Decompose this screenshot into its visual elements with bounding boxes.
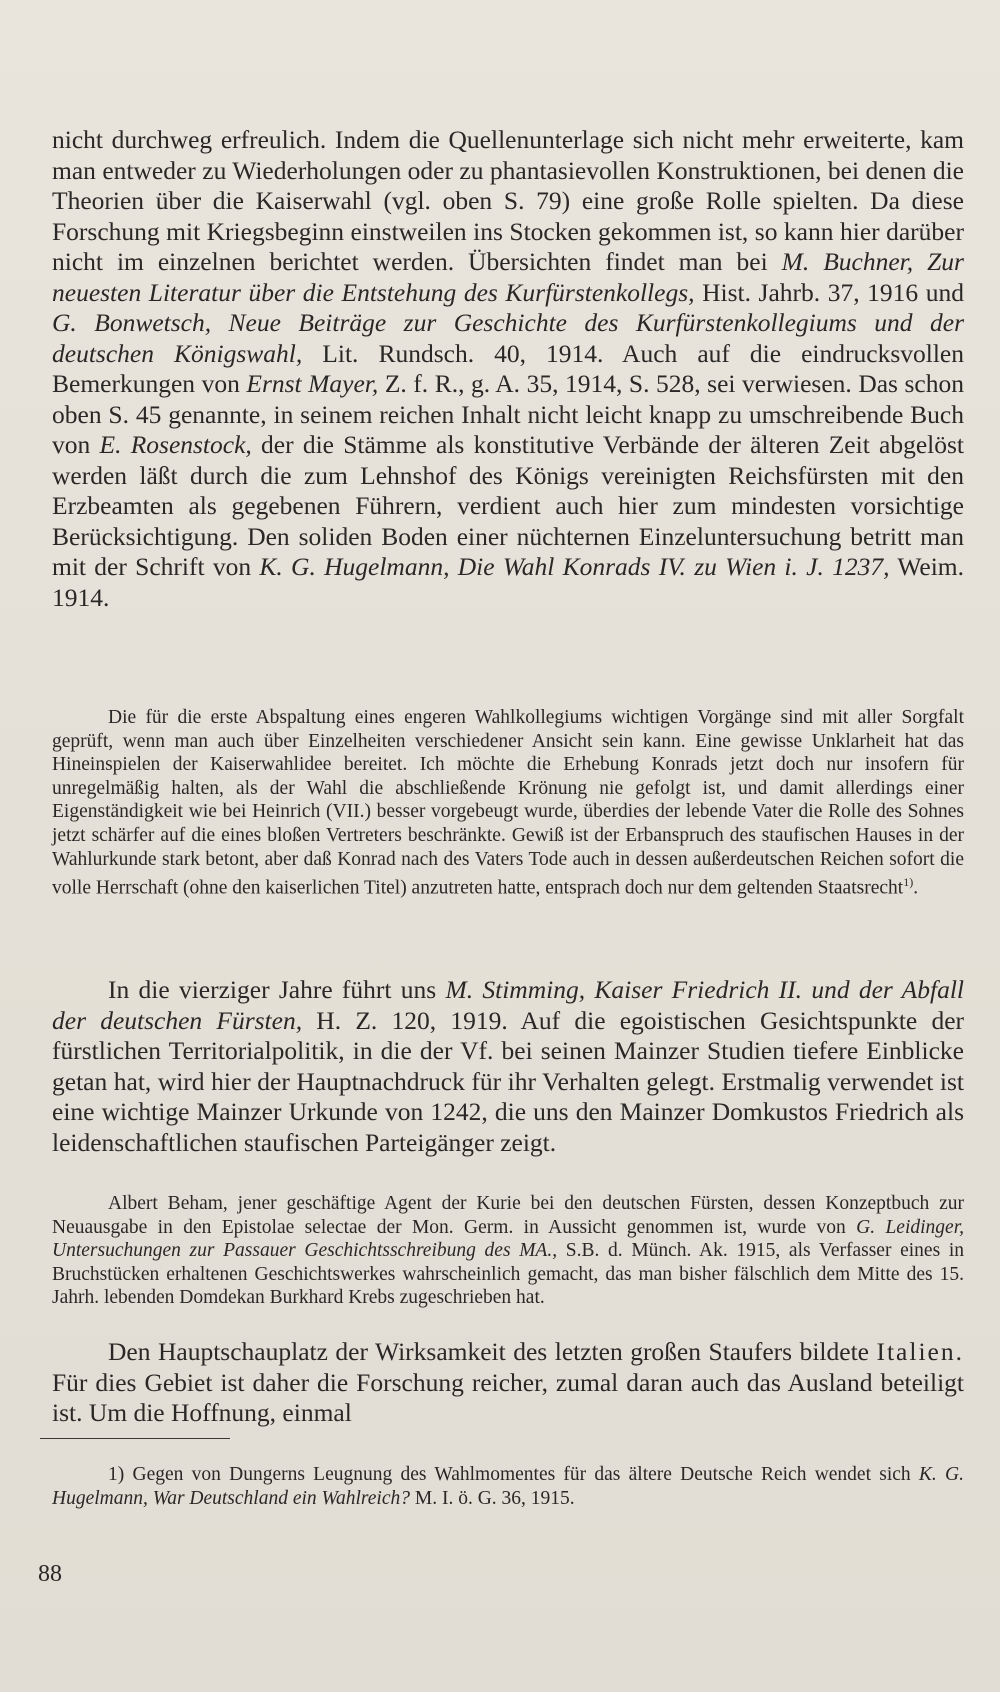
emphasis-italien: Italien. — [876, 1337, 964, 1366]
citation-bonwetsch: G. Bonwetsch, Neue Beiträge zur Geschichte des Kurfürstenkollegiums und der deutschen Königswahl, — [52, 308, 964, 368]
footnote-text: 1) Gegen von Dungerns Leugnung des Wahlmomentes für das ältere Deutsche Reich wendet sich K. G. Hugelmann, War Deutschland ein Wahlreich? M. I. ö. G. 36, 1915. — [52, 1464, 964, 1509]
footnote — [52, 1463, 964, 1510]
body-paragraph-1-text: nicht durchweg erfreulich. Indem die Quellenunterlage sich nicht mehr erweiterte, kam man entweder zu Wiederholungen oder zu phantasievollen Konstruktionen, bei denen die Theorien über die Kaiserwahl (vgl. oben S. 79) eine große Rolle spielten. Da diese Forschung mit Kriegsbeginn einstweilen ins Stocken gekommen ist, so kann hier darüber nicht im einzelnen berichtet werden. Übersichten findet man bei M. Buchner, Zur neuesten Literatur über die Entstehung des Kurfürstenkollegs, Hist. Jahrb. 37, 1916 und G. Bonwetsch, Neue Beiträge zur Geschichte des Kurfürstenkollegiums und der deutschen Königswahl, Lit. Rundsch. 40, 1914. Auch auf die eindrucksvollen Bemerkungen von Ernst Mayer, Z. f. R., g. A. 35, 1914, S. 528, sei verwiesen. Das schon oben S. 45 genannte, in seinem reichen Inhalt nicht leicht knapp zu umschreibende Buch von E. Rosenstock, der die Stämme als konstitutive Verbände der älteren Zeit abgelöst werden läßt durch die zum Lehnshof des Königs vereinigten Reichsfürsten mit den Erzbeamten als gegebenen Führern, verdient auch hier zum mindesten vorsichtige Berücksichtigung. Den soliden Boden einer nüchternen Einzeluntersuchung betritt man mit der Schrift von K. G. Hugelmann, Die Wahl Konrads IV. zu Wien i. J. 1237, Weim. 1914. — [52, 125, 965, 612]
citation-buchner: M. Buchner, Zur neuesten Literatur über die Entstehung des Kurfürstenkollegs, — [52, 247, 964, 307]
citation-hugelmann-wahlreich: K. G. Hugelmann, War Deutschland ein Wahlreich? — [52, 1464, 964, 1509]
body-paragraph-2-text: In die vierziger Jahre führt uns M. Stimming, Kaiser Friedrich II. und der Abfall der deutschen Fürsten, H. Z. 120, 1919. Auf die egoistischen Gesichtspunkte der fürstlichen Territorialpolitik, in die der Vf. bei seinen Mainzer Studien tiefere Einblicke getan hat, wird hier der Hauptnachdruck für ihr Verhalten gelegt. Erstmalig verwendet ist eine wichtige Mainzer Urkunde von 1242, die uns den Mainzer Domkustos Friedrich als leidenschaftlichen staufischen Parteigänger zeigt. — [52, 975, 965, 1157]
page-number: 88 — [38, 1561, 62, 1587]
footnote-reference: 1) — [903, 875, 914, 890]
small-paragraph-2 — [52, 1192, 964, 1310]
body-paragraph-3-text: Den Hauptschauplatz der Wirksamkeit des letzten großen Staufers bildete Italien. Für dies Gebiet ist daher die Forschung reicher, zumal daran auch das Ausland beteiligt ist. Um die Hoffnung, einmal — [52, 1337, 964, 1427]
citation-leidinger: G. Leidinger, Untersuchungen zur Passauer Geschichtsschreibung des MA., — [52, 1216, 965, 1262]
citation-hugelmann-wahl: K. G. Hugelmann, Die Wahl Konrads IV. zu Wien i. J. 1237, — [259, 552, 890, 581]
body-paragraph-2 — [52, 975, 964, 1158]
body-paragraph-3 — [52, 1337, 964, 1429]
small-paragraph-1 — [52, 706, 964, 900]
citation-rosenstock: E. Rosenstock, — [99, 430, 252, 459]
small-paragraph-1-text: Die für die erste Abspaltung eines engeren Wahlkollegiums wichtigen Vorgänge sind mit aller Sorgfalt geprüft, wenn man auch über Einzelheiten verschiedener Ansicht sein kann. Eine gewisse Unklarheit hat das Hineinspielen der Kaiserwahlidee bereitet. Ich möchte die Erhebung Konrads jetzt doch nur insofern für unregelmäßig halten, als der Wahl die abschließende Krönung nie gefolgt ist, und damit allerdings einer Eigenständigkeit wie bei Heinrich (VII.) besser vorgebeugt wurde, überdies der lebende Vater die Rolle des Sohnes jetzt schärfer auf die eines bloßen Vertreters beschränkte. Gewiß ist der Erbanspruch des staufischen Hauses in der Wahlurkunde stark betont, aber daß Konrad nach des Vaters Tode auch in dessen außerdeutschen Reichen sofort die volle Herrschaft (ohne den kaiserlichen Titel) anzutreten hatte, entsprach doch nur dem geltenden Staatsrecht$^{1)}$. — [52, 707, 964, 899]
citation-stimming: M. Stimming, Kaiser Friedrich II. und der Abfall der deutschen Fürsten, — [52, 975, 964, 1035]
body-paragraph-1 — [52, 125, 964, 613]
footnote-rule — [40, 1438, 230, 1439]
small-paragraph-2-text: Albert Beham, jener geschäftige Agent der Kurie bei den deutschen Fürsten, dessen Konzeptbuch zur Neuausgabe in den Epistolae selectae der Mon. Germ. in Aussicht genommen ist, wurde von G. Leidinger, Untersuchungen zur Passauer Geschichtsschreibung des MA., S.B. d. Münch. Ak. 1915, als Verfasser eines in Bruchstücken erhaltenen Geschichtswerkes wahrscheinlich gemacht, das man bisher fälschlich dem Mitte des 15. Jahrh. lebenden Domdekan Burkhard Krebs zugeschrieben hat. — [52, 1193, 965, 1309]
citation-mayer: Ernst Mayer, — [246, 369, 379, 398]
